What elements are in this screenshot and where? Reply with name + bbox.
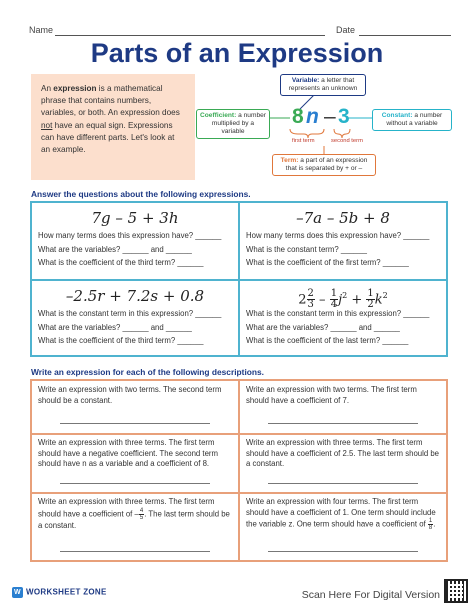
intro-bold-word: expression xyxy=(53,84,97,93)
descriptions-grid xyxy=(30,379,448,562)
question[interactable]: What is the constant term in this expression? ______ xyxy=(38,309,222,318)
question[interactable]: What is the coefficient of the third term? ______ xyxy=(38,336,204,345)
date-line[interactable] xyxy=(359,35,451,36)
question[interactable]: What is the coefficient of the last term? ______ xyxy=(246,336,409,345)
scan-text: Scan Here For Digital Version xyxy=(301,589,440,601)
expr-coefficient: 8 xyxy=(292,105,304,128)
description-cell-5: Write an expression with three terms. The first term should have a coefficient of – $\frac{4}{5}$ . The last term should be a constant. xyxy=(38,497,230,530)
coefficient-box: Coefficient: a number multiplied by a variable xyxy=(196,109,270,139)
fraction: $\frac{2}{3}$ xyxy=(307,288,314,311)
date-label: Date xyxy=(336,25,356,35)
question[interactable]: What are the variables? ______ and ______ xyxy=(38,244,192,254)
description-cell-6: Write an expression with four terms. The first term should have a coefficient of 1. One term should include the variable z. One term should have a coefficient of $\frac{1}{8}$ . xyxy=(246,497,436,531)
expressions-grid xyxy=(30,201,448,357)
question[interactable]: How many terms does this expression have? ______ xyxy=(38,231,222,240)
section1-title: Answer the questions about the following expressions. xyxy=(31,189,251,199)
fraction: $\frac{1}{4}$ xyxy=(330,288,338,311)
answer-line[interactable] xyxy=(268,423,418,424)
fraction: $\frac{4}{5}$ xyxy=(139,507,144,521)
expression-cell-4 xyxy=(240,281,446,348)
description-cell-1: Write an expression with two terms. The second term should be a constant. xyxy=(38,385,222,405)
expression: –2.5r + 7.2s + 0.8 xyxy=(65,287,205,305)
fraction: $\frac{1}{2}$ xyxy=(367,288,374,311)
description-cell-3: Write an expression with three terms. The first term should have a negative coefficient. The second term should have n as a variable and a coefficient of 8. xyxy=(38,438,219,468)
question[interactable]: What is the constant term in this expression? ______ xyxy=(246,309,430,318)
name-line[interactable] xyxy=(55,35,325,36)
description-cell-2: Write an expression with two terms. The first term should have a coefficient of 7. xyxy=(246,385,417,405)
expression: 2 $\frac{2}{3}$ – $\frac{1}{4}$ $j^2$ + $\frac{1}{2}$ $k^2$ xyxy=(298,288,388,311)
term-box: Term: a part of an expression that is separated by + or – xyxy=(272,154,376,176)
fraction: $\frac{1}{8}$ xyxy=(428,518,433,531)
description-cell-4: Write an expression with three terms. The first term should have a coefficient of 2.5. The last term should be a constant. xyxy=(246,438,440,468)
expression-diagram xyxy=(196,72,456,184)
logo-icon: W xyxy=(12,587,23,598)
second-term-label: second term xyxy=(331,138,363,144)
expr-operator: – xyxy=(324,105,336,128)
intro-underline-word: not xyxy=(41,120,53,130)
answer-line[interactable] xyxy=(60,423,210,424)
question[interactable]: What is the constant term? ______ xyxy=(246,244,367,254)
expression: 7g – 5 + 3h xyxy=(91,209,179,227)
expression-cell-2 xyxy=(240,203,446,270)
name-date-row xyxy=(29,25,449,37)
constant-box: Constant: a number without a variable xyxy=(372,109,452,131)
expr-constant: 3 xyxy=(338,105,350,128)
question[interactable]: What are the variables? ______ and ______ xyxy=(246,322,400,332)
expression: –7a – 5b + 8 xyxy=(296,209,390,227)
expression-cell-1 xyxy=(32,203,238,270)
expression-cell-3 xyxy=(32,281,238,348)
section2-title: Write an expression for each of the following descriptions. xyxy=(31,367,264,377)
expr-variable: n xyxy=(306,105,319,128)
question[interactable]: What is the coefficient of the first term? ______ xyxy=(246,258,409,267)
worksheet-zone-logo: W WORKSHEET ZONE xyxy=(12,587,107,598)
name-label: Name xyxy=(29,25,54,35)
intro-box: An expression is a mathematical phrase that contains numbers, variables, or both. An expression does not have an equal sign. Expressions can have different parts. Let's look at an example. xyxy=(31,74,195,180)
question[interactable]: What are the variables? ______ and ______ xyxy=(38,322,192,332)
qr-code-icon[interactable] xyxy=(444,579,468,603)
answer-line[interactable] xyxy=(268,483,418,484)
page-title: Parts of an Expression xyxy=(90,38,384,68)
variable-box: Variable: a letter that represents an unknown xyxy=(280,74,366,96)
question[interactable]: What is the coefficient of the third term? ______ xyxy=(38,258,204,267)
answer-line[interactable] xyxy=(268,551,418,552)
question[interactable]: How many terms does this expression have? ______ xyxy=(246,231,430,240)
first-term-label: first term xyxy=(292,138,315,144)
answer-line[interactable] xyxy=(60,551,210,552)
answer-line[interactable] xyxy=(60,483,210,484)
